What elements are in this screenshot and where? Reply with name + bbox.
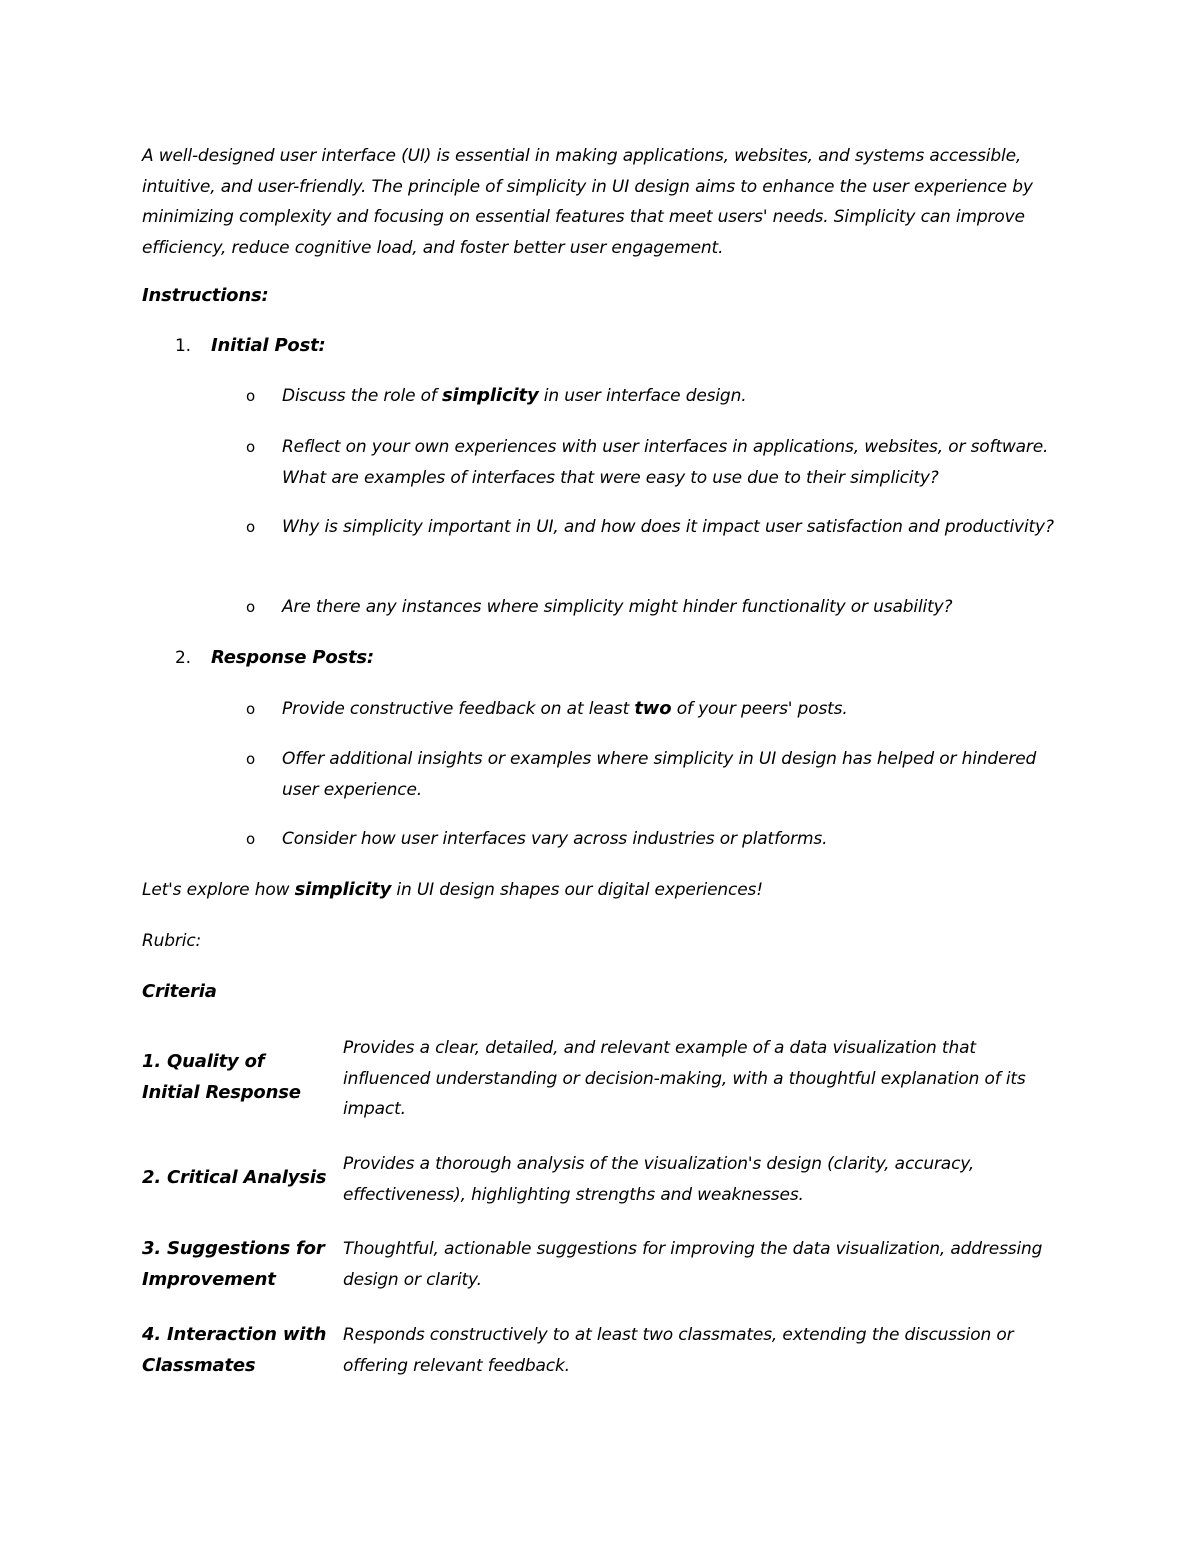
emphasis-simplicity: simplicity (294, 879, 392, 900)
instructions-heading: Instructions: (142, 285, 269, 306)
bullet-text: Why is simplicity important in UI, and how does it impact user satisfaction and productivity? (282, 517, 1054, 537)
closing-line (142, 875, 763, 906)
bullet-text (282, 694, 1066, 725)
bullet-marker: o (246, 750, 256, 768)
text-span: of your peers' posts. (671, 699, 848, 719)
text-span: Let's explore how (142, 880, 295, 900)
bullet-marker: o (246, 387, 256, 405)
initial-post-bullet-1 (246, 381, 1066, 412)
rubric-description: Thoughtful, actionable suggestions for improving the data visualization, addressing design or clarity. (343, 1239, 1043, 1290)
rubric-description: Responds constructively to at least two classmates, extending the discussion or offering relevant feedback. (343, 1325, 1014, 1376)
initial-post-item (175, 331, 326, 362)
bullet-marker: o (246, 830, 256, 848)
rubric-description: Provides a thorough analysis of the visualization's design (clarity, accuracy, effectiveness), highlighting strengths and weaknesses. (343, 1154, 975, 1205)
initial-post-label: Initial Post: (211, 335, 326, 356)
intro-paragraph: A well-designed user interface (UI) is essential in making applications, websites, and systems accessible, intuitive, and user-friendly. The principle of simplicity in UI design aims to enhance the user experience by minimizing complexity and focusing on essential features that meet users' needs. Simplicity can improve efficiency, reduce cognitive load, and foster better user engagement. (142, 146, 1033, 258)
bullet-text: Consider how user interfaces vary across industries or platforms. (282, 829, 828, 849)
rubric-criterion: 4. Interaction with Classmates (142, 1324, 327, 1376)
rubric-description: Provides a clear, detailed, and relevant example of a data visualization that influenced understanding or decision-making, with a thoughtful explanation of its impact. (343, 1038, 1026, 1119)
initial-post-number: 1. (175, 336, 191, 356)
criteria-heading: Criteria (142, 981, 217, 1002)
initial-post-bullet-4 (246, 592, 1066, 623)
response-posts-number: 2. (175, 648, 191, 668)
response-posts-bullet-1 (246, 694, 1066, 725)
rubric-criterion: 1. Quality of Initial Response (142, 1051, 301, 1103)
bullet-text: Offer additional insights or examples where simplicity in UI design has helped or hindered user experience. (282, 749, 1037, 800)
bullet-marker: o (246, 438, 256, 456)
initial-post-bullet-2 (246, 432, 1066, 493)
response-posts-bullet-2 (246, 744, 1066, 805)
bullet-marker: o (246, 700, 256, 718)
bullet-marker: o (246, 598, 256, 616)
text-span: in UI design shapes our digital experiences! (391, 880, 763, 900)
bullet-text: Are there any instances where simplicity might hinder functionality or usability? (282, 597, 953, 617)
initial-post-bullet-3 (246, 512, 1066, 543)
bullet-text (282, 381, 1066, 412)
text-span: Discuss the role of (282, 386, 442, 406)
text-span: in user interface design. (538, 386, 747, 406)
emphasis-two: two (634, 698, 672, 719)
bullet-marker: o (246, 518, 256, 536)
emphasis-simplicity: simplicity (441, 385, 539, 406)
bullet-text: Reflect on your own experiences with user interfaces in applications, websites, or software. What are examples of interfaces that were easy to use due to their simplicity? (282, 437, 1049, 488)
text-span: Provide constructive feedback on at least (282, 699, 635, 719)
response-posts-label: Response Posts: (211, 647, 374, 668)
response-posts-bullet-3 (246, 824, 1066, 855)
response-posts-item (175, 643, 374, 674)
rubric-label: Rubric: (142, 931, 202, 951)
rubric-criterion: 2. Critical Analysis (142, 1167, 327, 1188)
rubric-criterion: 3. Suggestions for Improvement (142, 1238, 325, 1290)
